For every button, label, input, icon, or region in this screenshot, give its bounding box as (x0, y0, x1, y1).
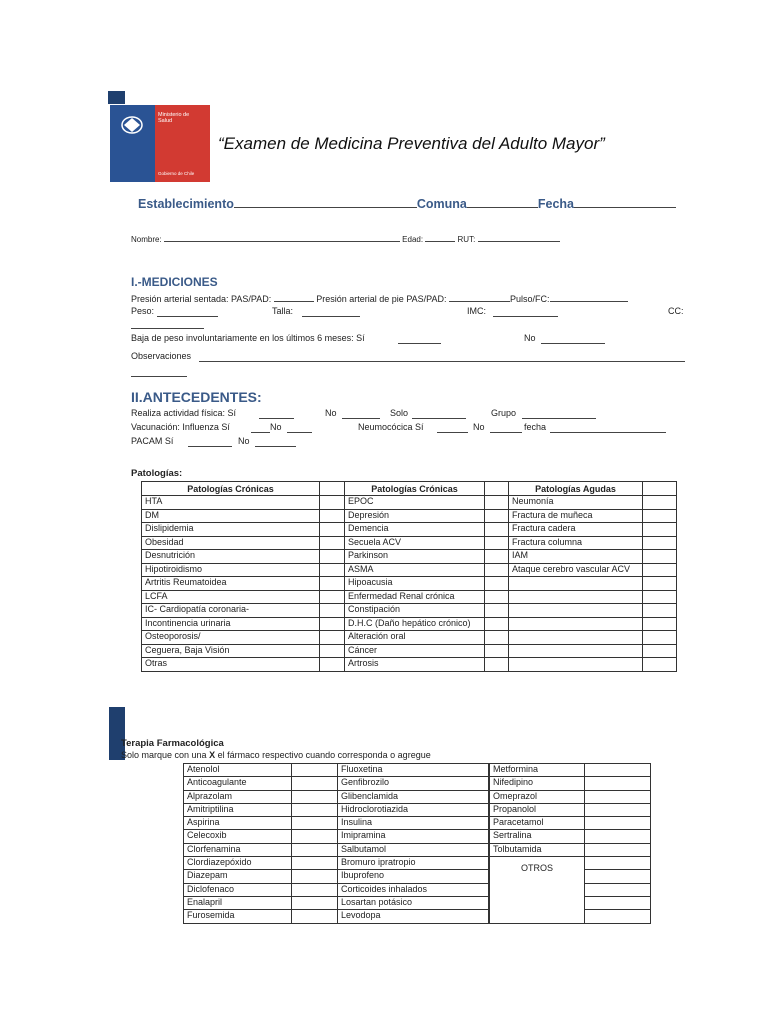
check-cell[interactable] (643, 536, 677, 550)
check-cell[interactable] (489, 870, 490, 883)
check-cell[interactable] (643, 631, 677, 645)
check-cell[interactable] (585, 843, 651, 856)
pathology-cell (509, 631, 643, 645)
establishment-field[interactable] (234, 198, 417, 208)
pathology-cell: LCFA (142, 590, 320, 604)
table-row (142, 563, 677, 577)
check-cell[interactable] (489, 896, 490, 909)
check-cell[interactable] (292, 803, 338, 816)
pathology-cell: Enfermedad Renal crónica (345, 590, 485, 604)
patologias-heading: Patologías: (131, 468, 183, 479)
drug-name-cell: Enalapril (184, 896, 292, 909)
table-row (142, 509, 677, 523)
pathology-cell: IC- Cardiopatía coronaria- (142, 604, 320, 618)
pathology-cell: HTA (142, 496, 320, 510)
check-cell[interactable] (585, 817, 651, 830)
check-cell[interactable] (320, 577, 345, 591)
check-cell[interactable] (643, 644, 677, 658)
table-row (184, 830, 651, 843)
check-cell[interactable] (292, 870, 338, 883)
vac-fecha-label: fecha (524, 422, 547, 432)
check-cell[interactable] (485, 644, 509, 658)
pathology-cell: Depresión (345, 509, 485, 523)
pathology-cell (509, 644, 643, 658)
pas-pie-field[interactable] (449, 292, 510, 302)
check-cell[interactable] (320, 496, 345, 510)
check-cell[interactable] (485, 509, 509, 523)
drug-name-cell: Clorfenamina (184, 843, 292, 856)
baja-peso-si-field[interactable] (398, 334, 441, 344)
drug-name-cell: Clordiazepóxido (184, 857, 292, 870)
pulso-label: Pulso/FC: (510, 294, 550, 304)
table-row (142, 604, 677, 618)
patologias-header: Patologías Crónicas (345, 482, 485, 496)
check-cell[interactable] (643, 509, 677, 523)
check-cell[interactable] (320, 523, 345, 537)
check-cell[interactable] (320, 550, 345, 564)
drug-name-cell: Celecoxib (184, 830, 292, 843)
pathology-cell: Secuela ACV (345, 536, 485, 550)
otros-entry-cell[interactable] (585, 910, 651, 923)
patologias-header: Patologías Crónicas (142, 482, 320, 496)
pathology-cell: Demencia (345, 523, 485, 537)
baja-peso-no-label: No (524, 333, 536, 343)
check-cell[interactable] (585, 803, 651, 816)
terapia-heading: Terapia Farmacológica (121, 738, 224, 749)
instr-pre: Solo marque con una (121, 750, 210, 760)
check-cell[interactable] (292, 764, 338, 777)
table-row (142, 631, 677, 645)
drug-name-cell: Imipramina (338, 830, 489, 843)
drug-name-cell: Insulina (338, 817, 489, 830)
table-row (142, 577, 677, 591)
pathology-cell: DM (142, 509, 320, 523)
actividad-label: Realiza actividad física: Sí (131, 408, 237, 418)
drug-name-cell: Alprazolam (184, 790, 292, 803)
pathology-cell: Fractura columna (509, 536, 643, 550)
check-cell[interactable] (585, 764, 651, 777)
drug-name-cell: Furosemida (184, 910, 292, 923)
vacunacion-label: Vacunación: Influenza Sí (131, 422, 230, 432)
table-row (184, 857, 651, 870)
observaciones-label: Observaciones (131, 351, 192, 361)
pathology-cell: Constipación (345, 604, 485, 618)
check-cell[interactable] (585, 777, 651, 790)
pathology-cell (509, 604, 643, 618)
drug-name-cell: Tolbutamida (490, 843, 585, 856)
check-cell[interactable] (485, 550, 509, 564)
table-row (142, 550, 677, 564)
drug-name-cell: Corticoides inhalados (338, 883, 489, 896)
pathology-cell: Ceguera, Baja Visión (142, 644, 320, 658)
check-cell[interactable] (292, 830, 338, 843)
instr-x: X (209, 750, 216, 760)
pacam-label: PACAM Sí (131, 436, 174, 446)
check-cell[interactable] (292, 896, 338, 909)
rut-field[interactable] (478, 235, 560, 242)
pathology-cell: Parkinson (345, 550, 485, 564)
check-cell[interactable] (292, 883, 338, 896)
check-cell[interactable] (292, 843, 338, 856)
drug-name-cell: Bromuro ipratropio (338, 857, 489, 870)
pathology-cell: Osteoporosis/ (142, 631, 320, 645)
imc-label: IMC: (467, 306, 486, 316)
edad-label: Edad: (402, 235, 424, 244)
check-cell[interactable] (485, 496, 509, 510)
patologias-header-row (142, 482, 677, 496)
patologias-header: Patologías Agudas (509, 482, 643, 496)
influenza-si-field[interactable] (251, 423, 270, 433)
drug-name-cell: Paracetamol (490, 817, 585, 830)
check-cell[interactable] (485, 590, 509, 604)
drug-name-cell: Levodopa (338, 910, 489, 923)
neumococica-no-field[interactable] (490, 423, 522, 433)
neumococica-label: Neumocócica Sí (358, 422, 424, 432)
table-row (184, 817, 651, 830)
pacam-no-field[interactable] (255, 437, 296, 447)
pathology-cell: Fractura de muñeca (509, 509, 643, 523)
check-header-cell (643, 482, 677, 496)
check-cell[interactable] (485, 523, 509, 537)
neumococica-no-label: No (473, 422, 485, 432)
actividad-no-field[interactable] (342, 409, 380, 419)
talla-field[interactable] (302, 307, 360, 317)
terapia-instructions (121, 750, 431, 760)
grupo-label: Grupo (491, 408, 517, 418)
check-cell[interactable] (320, 631, 345, 645)
drug-name-cell: Nifedipino (490, 777, 585, 790)
observaciones-field-2[interactable] (131, 367, 187, 377)
drug-name-cell: Ibuprofeno (338, 870, 489, 883)
identity-row (131, 235, 560, 244)
comuna-field[interactable] (467, 198, 538, 208)
pathology-cell: Incontinencia urinaria (142, 617, 320, 631)
check-cell[interactable] (485, 563, 509, 577)
actividad-no-label: No (325, 408, 337, 418)
pathology-cell (509, 617, 643, 631)
pathology-cell: Neumonía (509, 496, 643, 510)
check-header-cell (485, 482, 509, 496)
solo-field[interactable] (412, 409, 466, 419)
check-cell[interactable] (643, 563, 677, 577)
table-row (142, 644, 677, 658)
pathology-cell (509, 577, 643, 591)
drug-name-cell: Diclofenaco (184, 883, 292, 896)
drug-name-cell: Metformina (490, 764, 585, 777)
check-cell[interactable] (485, 631, 509, 645)
check-cell[interactable] (643, 523, 677, 537)
cc-label: CC: (668, 306, 684, 316)
pathology-cell: EPOC (345, 496, 485, 510)
grupo-field[interactable] (522, 409, 596, 419)
logo-line-1: Ministerio de (158, 112, 190, 118)
table-row (142, 590, 677, 604)
check-cell[interactable] (320, 536, 345, 550)
peso-field[interactable] (157, 307, 218, 317)
mediciones-heading: I.-MEDICIONES (131, 275, 218, 289)
check-header-cell (320, 482, 345, 496)
pathology-cell: Artrosis (345, 658, 485, 672)
check-cell[interactable] (585, 790, 651, 803)
drug-name-cell: Omeprazol (490, 790, 585, 803)
check-cell[interactable] (643, 550, 677, 564)
neumococica-si-field[interactable] (437, 423, 468, 433)
check-cell[interactable] (320, 563, 345, 577)
table-row (142, 523, 677, 537)
actividad-si-field[interactable] (259, 409, 294, 419)
drug-name-cell: Sertralina (490, 830, 585, 843)
check-cell[interactable] (485, 536, 509, 550)
pacam-no-label: No (238, 436, 250, 446)
antecedentes-heading: II.ANTECEDENTES: (131, 389, 262, 405)
otros-entry-cell[interactable] (585, 896, 651, 909)
table-row (142, 496, 677, 510)
drug-name-cell: Amitriptilina (184, 803, 292, 816)
drug-name-cell: Anticoagulante (184, 777, 292, 790)
drug-name-cell: Aspirina (184, 817, 292, 830)
check-cell[interactable] (292, 790, 338, 803)
logo-footer-text: Gobierno de Chile (158, 171, 195, 176)
pathology-cell: Dislipidemia (142, 523, 320, 537)
observaciones-field[interactable] (199, 352, 685, 362)
table-row (184, 764, 651, 777)
pathology-cell: Artritis Reumatoidea (142, 577, 320, 591)
pacam-si-field[interactable] (188, 437, 232, 447)
pas-pie-label: Presión arterial de pie PAS/PAD: (316, 294, 447, 304)
logo-line-2: Salud (158, 118, 173, 124)
pathology-cell: Desnutrición (142, 550, 320, 564)
baja-peso-label: Baja de peso involuntariamente en los últimos 6 meses: Sí (131, 333, 365, 343)
solo-label: Solo (390, 408, 409, 418)
baja-peso-no-field[interactable] (541, 334, 605, 344)
pathology-cell: ASMA (345, 563, 485, 577)
check-cell[interactable] (585, 830, 651, 843)
otros-entry-cell[interactable] (585, 870, 651, 883)
fecha-label: Fecha (537, 197, 575, 211)
check-cell[interactable] (292, 910, 338, 923)
pas-sentada-field[interactable] (274, 292, 314, 302)
influenza-no-field[interactable] (287, 423, 312, 433)
comuna-label: Comuna (416, 197, 467, 211)
check-cell[interactable] (320, 590, 345, 604)
logo-red-panel (155, 105, 210, 182)
rut-label: RUT: (457, 235, 476, 244)
pathology-cell: Fractura cadera (509, 523, 643, 537)
otros-entry-cell[interactable] (585, 883, 651, 896)
logo-corner-square (108, 91, 125, 104)
influenza-no-label: No (270, 422, 282, 432)
pathology-cell: IAM (509, 550, 643, 564)
page-title: “Examen de Medicina Preventiva del Adulto Mayor” (218, 134, 605, 153)
check-cell[interactable] (643, 577, 677, 591)
drug-name-cell: Atenolol (184, 764, 292, 777)
otros-entry-cell[interactable] (585, 857, 651, 870)
table-row (142, 536, 677, 550)
ministerio-logo (110, 105, 210, 182)
otros-label: OTROS (520, 863, 553, 874)
logo-blue-panel (110, 105, 155, 182)
check-cell[interactable] (292, 817, 338, 830)
pathology-cell: Otras (142, 658, 320, 672)
drug-name-cell: Diazepam (184, 870, 292, 883)
check-cell[interactable] (320, 509, 345, 523)
cc-field[interactable] (131, 319, 204, 329)
check-cell[interactable] (485, 658, 509, 672)
check-cell[interactable] (643, 604, 677, 618)
pathology-cell: Cáncer (345, 644, 485, 658)
pathology-cell: Hipoacusia (345, 577, 485, 591)
otros-cell[interactable] (490, 857, 585, 923)
establishment-row (138, 197, 676, 211)
instr-post: el fármaco respectivo cuando corresponda o agregue (215, 750, 431, 760)
table-row (142, 658, 677, 672)
pulso-field[interactable] (550, 292, 628, 302)
coat-of-arms-icon (116, 113, 148, 137)
farmacos-table (183, 763, 651, 924)
check-cell[interactable] (320, 617, 345, 631)
table-row (142, 617, 677, 631)
talla-label: Talla: (272, 306, 294, 316)
check-cell[interactable] (643, 496, 677, 510)
table-row (184, 790, 651, 803)
patologias-table (141, 481, 677, 672)
check-cell[interactable] (292, 777, 338, 790)
check-cell[interactable] (643, 658, 677, 672)
table-row (184, 777, 651, 790)
check-cell[interactable] (292, 857, 338, 870)
pathology-cell (509, 590, 643, 604)
edad-field[interactable] (425, 235, 455, 242)
peso-label: Peso: (131, 306, 155, 316)
drug-name-cell: Glibenclamida (338, 790, 489, 803)
imc-field[interactable] (493, 307, 558, 317)
pathology-cell: Obesidad (142, 536, 320, 550)
nombre-label: Nombre: (131, 235, 162, 244)
drug-name-cell: Losartan potásico (338, 896, 489, 909)
vac-fecha-field[interactable] (550, 423, 666, 433)
logo-text (158, 112, 189, 124)
check-cell[interactable] (320, 658, 345, 672)
check-cell[interactable] (489, 883, 490, 896)
check-cell[interactable] (485, 604, 509, 618)
pas-sentada-label: Presión arterial sentada: PAS/PAD: (131, 294, 272, 304)
check-cell[interactable] (643, 617, 677, 631)
establishment-label: Establecimiento (138, 197, 234, 211)
table-row (184, 803, 651, 816)
pathology-cell: Ataque cerebro vascular ACV (509, 563, 643, 577)
drug-name-cell: Hidroclorotiazida (338, 803, 489, 816)
pathology-cell (509, 658, 643, 672)
pathology-cell: D.H.C (Daño hepático crónico) (345, 617, 485, 631)
drug-name-cell: Salbutamol (338, 843, 489, 856)
pathology-cell: Hipotiroidismo (142, 563, 320, 577)
check-cell[interactable] (320, 644, 345, 658)
drug-name-cell: Propanolol (490, 803, 585, 816)
nombre-field[interactable] (164, 235, 400, 242)
check-cell[interactable] (485, 617, 509, 631)
check-cell[interactable] (643, 590, 677, 604)
fecha-field[interactable] (574, 198, 676, 208)
drug-name-cell: Fluoxetina (338, 764, 489, 777)
check-cell[interactable] (485, 577, 509, 591)
table-row (184, 843, 651, 856)
pathology-cell: Alteración oral (345, 631, 485, 645)
check-cell[interactable] (489, 910, 490, 923)
blood-pressure-row (131, 292, 628, 304)
drug-name-cell: Genfibrozilo (338, 777, 489, 790)
check-cell[interactable] (320, 604, 345, 618)
